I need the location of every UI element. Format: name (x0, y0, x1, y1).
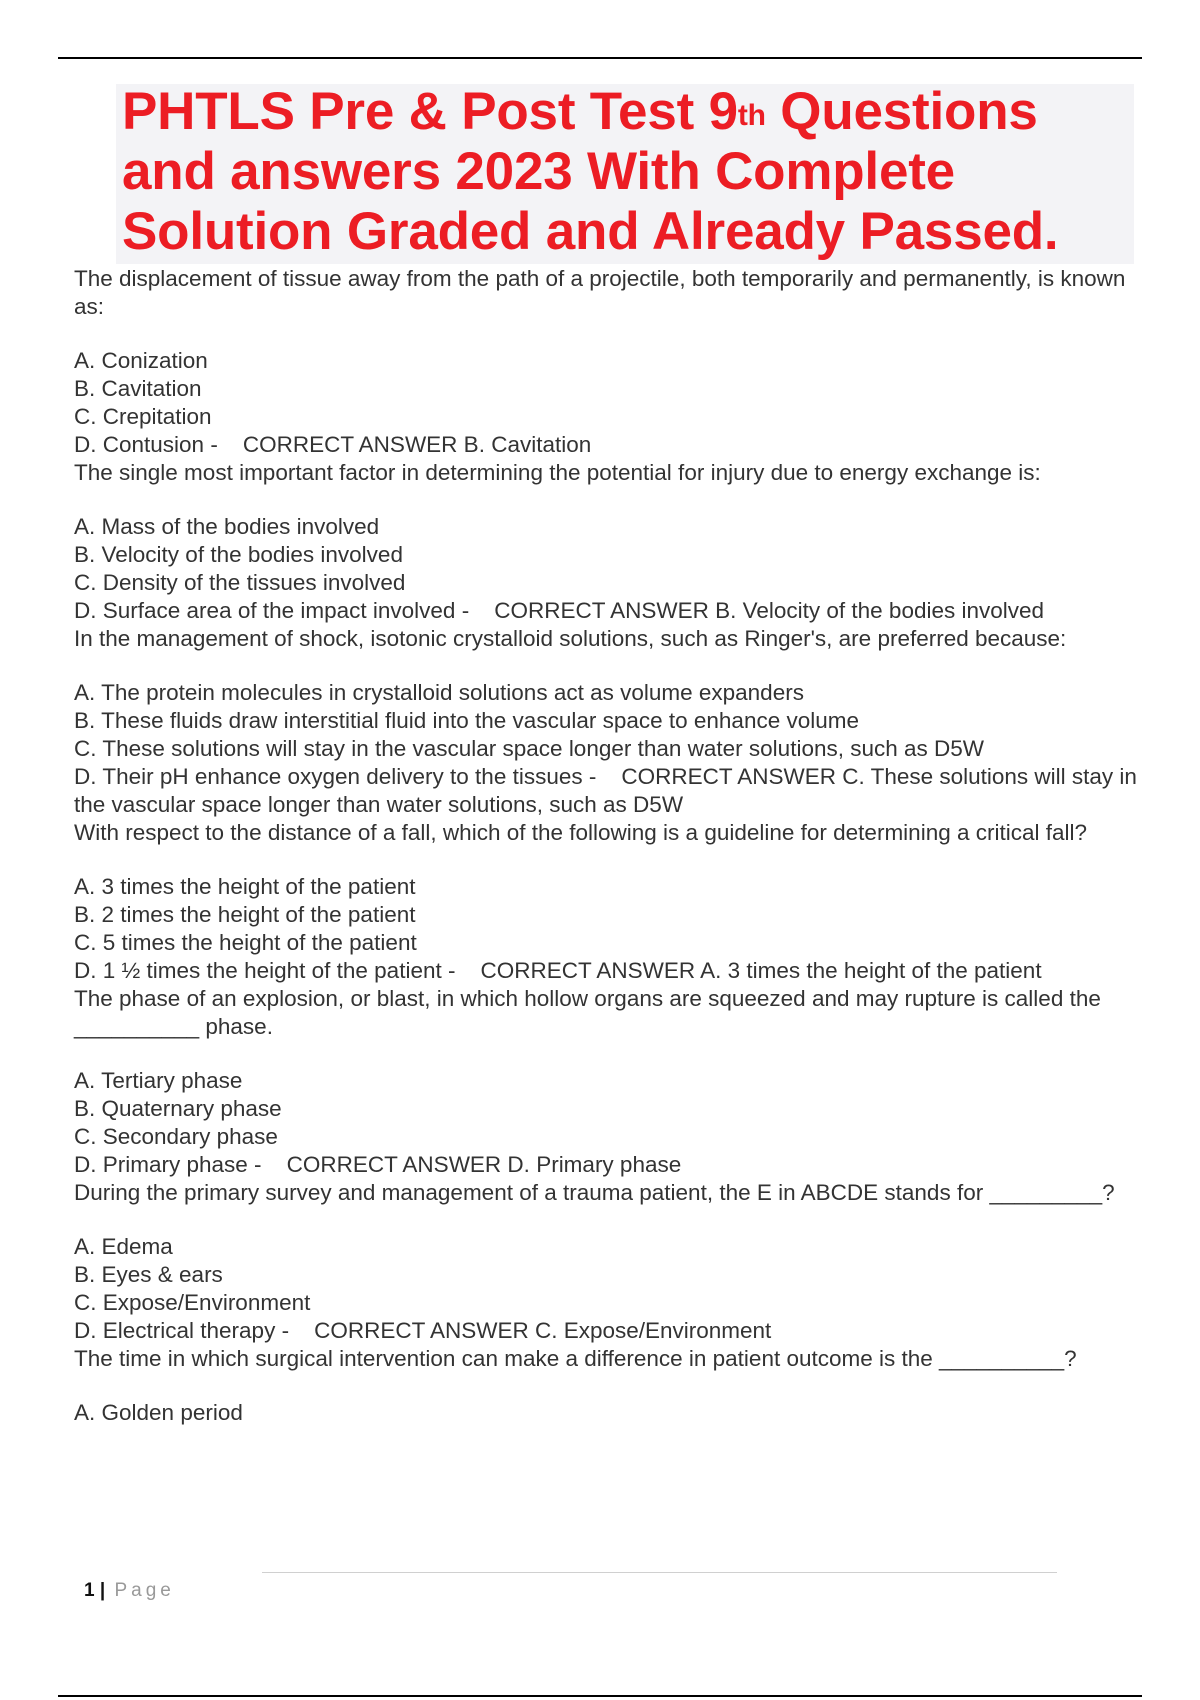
correct-answer: CORRECT ANSWER A. 3 times the height of the patient (480, 958, 1042, 983)
option-item: C. Density of the tissues involved (74, 570, 406, 595)
question-stem: The displacement of tissue away from the path of a projectile, both temporarily and permanently, is known as: (74, 266, 1126, 319)
page-footer (84, 1580, 175, 1602)
question-block (74, 985, 1144, 1179)
option-item: B. These fluids draw interstitial fluid into the vascular space to enhance volume (74, 708, 860, 733)
option-item: D. Surface area of the impact involved - (74, 598, 470, 623)
option-with-answer (74, 957, 1144, 985)
question-list (74, 265, 1144, 1427)
option-with-answer (74, 597, 1144, 625)
correct-answer: CORRECT ANSWER C. These solutions will stay in the vascular space longer than water solutions, such as D5W (74, 764, 1137, 817)
page-number: 1 (84, 1580, 95, 1601)
bottom-rule (58, 1695, 1142, 1697)
correct-answer: CORRECT ANSWER C. Expose/Environment (314, 1318, 772, 1343)
option-item: C. These solutions will stay in the vascular space longer than water solutions, such as D5W (74, 736, 985, 761)
footer-separator: | (99, 1580, 106, 1601)
title-line-1: PHTLS Pre & Post Test 9 (122, 82, 738, 141)
option-item: B. Velocity of the bodies involved (74, 542, 403, 567)
option-item: B. 2 times the height of the patient (74, 902, 416, 927)
title-line-3: Solution Graded and Already Passed. (122, 202, 1059, 261)
question-block (74, 265, 1144, 459)
question-stem: With respect to the distance of a fall, which of the following is a guideline for determining a critical fall? (74, 820, 1088, 845)
option-item: B. Quaternary phase (74, 1096, 282, 1121)
option-item: D. Electrical therapy - (74, 1318, 290, 1343)
question-stem: The single most important factor in determining the potential for injury due to energy exchange is: (74, 460, 1041, 485)
question-stem: During the primary survey and management of a trauma patient, the E in ABCDE stands for _________? (74, 1180, 1115, 1205)
option-item: A. Edema (74, 1234, 173, 1259)
option-with-answer (74, 431, 1144, 459)
option-item: A. 3 times the height of the patient (74, 874, 416, 899)
option-item: A. Golden period (74, 1400, 243, 1425)
title-line-1-end: Questions (765, 82, 1038, 141)
option-with-answer (74, 1151, 1144, 1179)
correct-answer: CORRECT ANSWER B. Velocity of the bodies involved (494, 598, 1045, 623)
question-block (74, 1345, 1144, 1427)
option-with-answer (74, 1317, 1144, 1345)
option-with-answer (74, 763, 1144, 819)
title-superscript: th (737, 99, 766, 132)
option-item: C. 5 times the height of the patient (74, 930, 417, 955)
option-item: C. Crepitation (74, 404, 212, 429)
question-stem: The time in which surgical intervention can make a difference in patient outcome is the __________? (74, 1346, 1077, 1371)
document-title (122, 82, 1132, 262)
option-item: D. Contusion - (74, 432, 218, 457)
option-item: C. Expose/Environment (74, 1290, 311, 1315)
option-item: A. The protein molecules in crystalloid solutions act as volume expanders (74, 680, 804, 705)
option-item: A. Tertiary phase (74, 1068, 243, 1093)
top-rule (58, 57, 1142, 59)
option-item: B. Eyes & ears (74, 1262, 223, 1287)
question-block (74, 459, 1144, 625)
question-stem: In the management of shock, isotonic crystalloid solutions, such as Ringer's, are preferred because: (74, 626, 1067, 651)
question-block (74, 819, 1144, 985)
question-stem: The phase of an explosion, or blast, in which hollow organs are squeezed and may rupture is called the __________ phase. (74, 986, 1101, 1039)
option-item: D. Primary phase - (74, 1152, 262, 1177)
page-label: Page (114, 1580, 175, 1601)
option-item: B. Cavitation (74, 376, 202, 401)
question-block (74, 1179, 1144, 1345)
option-item: A. Mass of the bodies involved (74, 514, 380, 539)
correct-answer: CORRECT ANSWER B. Cavitation (242, 432, 592, 457)
option-item: D. 1 ½ times the height of the patient - (74, 958, 456, 983)
footer-divider (262, 1572, 1057, 1573)
correct-answer: CORRECT ANSWER D. Primary phase (286, 1152, 682, 1177)
title-line-2: and answers 2023 With Complete (122, 142, 955, 201)
option-item: A. Conization (74, 348, 208, 373)
option-item: C. Secondary phase (74, 1124, 278, 1149)
question-block (74, 625, 1144, 819)
option-item: D. Their pH enhance oxygen delivery to the tissues - (74, 764, 597, 789)
